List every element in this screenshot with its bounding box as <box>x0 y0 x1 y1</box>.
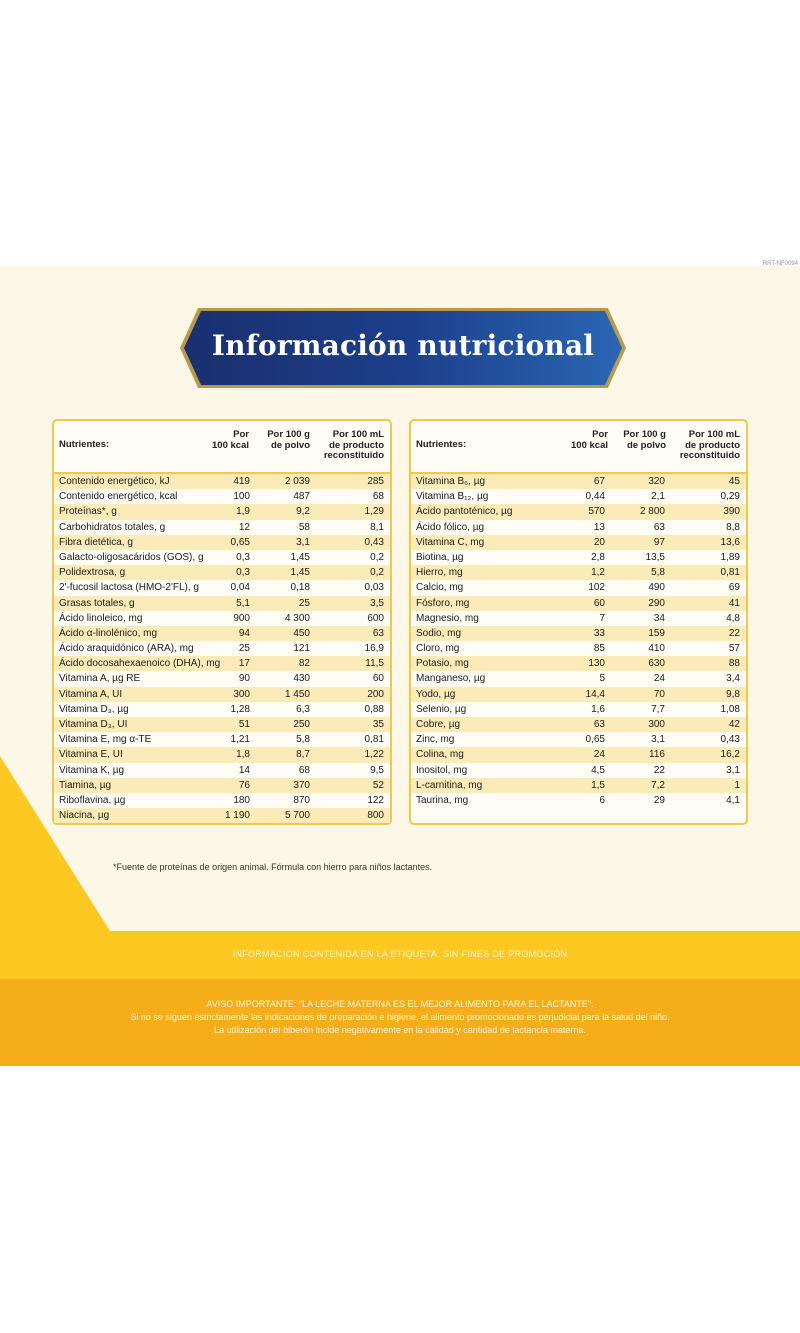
nutrient-value: 51 <box>238 719 250 730</box>
nutrient-value: 4,5 <box>591 764 605 776</box>
nutrient-name: Niacina, µg <box>59 810 110 822</box>
nutrient-value: 5,1 <box>236 597 250 609</box>
nutrient-value: 0,44 <box>585 491 605 503</box>
nutrient-value: 3,5 <box>370 597 384 609</box>
nutrient-value: 90 <box>238 673 250 685</box>
nutrient-value: 60 <box>593 597 605 609</box>
nutrient-value: 130 <box>588 658 605 670</box>
nutrient-value: 16,2 <box>720 749 740 761</box>
nutrient-value: 35 <box>372 719 384 730</box>
nutrient-value: 0,81 <box>720 567 740 579</box>
nutrient-value: 0,3 <box>236 551 250 563</box>
table-row <box>411 474 746 489</box>
nutrient-value: 0,3 <box>236 567 250 579</box>
nutrient-name: Cobre, µg <box>416 719 461 730</box>
nutrient-value: 0,43 <box>364 536 384 548</box>
nutrient-value: 122 <box>367 794 384 806</box>
nutrient-name: Biotina, µg <box>416 551 464 563</box>
header-per-100g: Por 100 g de polvo <box>267 429 310 451</box>
nutrient-value: 0,18 <box>290 582 310 594</box>
table-row <box>54 732 390 747</box>
nutrient-value: 1,08 <box>720 703 740 715</box>
table-row <box>411 580 746 595</box>
header-nutrients: Nutrientes: <box>416 439 467 450</box>
nutrient-value: 60 <box>372 673 384 685</box>
nutrient-value: 52 <box>372 779 384 791</box>
nutrient-value: 57 <box>728 643 740 655</box>
header-per-kcal: Por 100 kcal <box>212 429 249 451</box>
nutrition-table-right <box>409 419 748 825</box>
nutrient-value: 1,2 <box>591 567 605 579</box>
nutrient-value: 8,1 <box>370 521 384 533</box>
nutrient-value: 300 <box>648 719 665 730</box>
nutrient-value: 6,3 <box>296 703 310 715</box>
nutrient-value: 200 <box>367 688 384 700</box>
table-header <box>411 421 746 474</box>
nutrient-name: Ácido araquidónico (ARA), mg <box>59 643 194 655</box>
nutrient-name: L-carnitina, mg <box>416 779 483 791</box>
header-per-100ml: Por 100 mL de producto reconstituido <box>679 429 740 461</box>
table-row <box>54 702 390 717</box>
nutrient-name: Magnesio, mg <box>416 612 479 624</box>
nutrient-value: 0,2 <box>370 567 384 579</box>
nutrient-name: Ácido docosahexaenoico (DHA), mg <box>59 658 221 670</box>
table-row <box>411 656 746 671</box>
table-row <box>54 793 390 808</box>
table-row <box>411 671 746 686</box>
nutrient-value: 450 <box>293 627 310 639</box>
nutrient-value: 68 <box>298 764 310 776</box>
nutrient-value: 290 <box>648 597 665 609</box>
nutrient-value: 13,6 <box>720 536 740 548</box>
nutrient-value: 63 <box>653 521 665 533</box>
nutrient-value: 116 <box>649 749 665 761</box>
nutrient-name: Fósforo, mg <box>416 597 470 609</box>
nutrient-value: 300 <box>233 688 250 700</box>
nutrient-value: 67 <box>593 476 605 487</box>
nutrient-value: 4 300 <box>284 612 310 624</box>
nutrient-name: Contenido energético, kcal <box>59 491 178 503</box>
table-row <box>54 808 390 823</box>
nutrient-value: 180 <box>233 794 250 806</box>
nutrient-name: Contenido energético, kJ <box>59 476 170 487</box>
table-row <box>54 778 390 793</box>
nutrition-table-left <box>52 419 392 825</box>
nutrient-name: Vitamina D₃, UI <box>59 719 128 730</box>
nutrient-value: 390 <box>723 506 740 518</box>
nutrient-value: 8,7 <box>296 749 310 761</box>
nutrient-value: 487 <box>293 491 310 503</box>
nutrient-name: Yodo, µg <box>416 688 456 700</box>
nutrient-value: 2,8 <box>591 551 605 563</box>
nutrient-name: Proteínas*, g <box>59 506 117 518</box>
nutrition-panel <box>0 261 800 1066</box>
nutrient-name: Carbohidratos totales, g <box>59 521 166 533</box>
nutrient-value: 5 700 <box>284 810 310 822</box>
nutrient-value: 29 <box>653 794 665 806</box>
table-row <box>54 535 390 550</box>
promo-band <box>0 931 800 979</box>
page-title: Información nutricional <box>211 329 595 362</box>
nutrient-name: Ácido linoleico, mg <box>59 612 143 624</box>
nutrient-value: 1,8 <box>236 749 250 761</box>
promo-text: INFORMACIÓN CONTENIDA EN LA ETIQUETA. SIN FINES DE PROMOCIÓN <box>232 949 568 959</box>
nutrient-value: 82 <box>298 658 310 670</box>
nutrient-value: 41 <box>728 597 740 609</box>
table-row <box>411 535 746 550</box>
nutrient-name: Vitamina D₃, µg <box>59 703 129 715</box>
nutrient-name: Hierro, mg <box>416 567 463 579</box>
nutrient-value: 25 <box>298 597 310 609</box>
nutrient-name: Zinc, mg <box>416 734 455 746</box>
table-row <box>411 717 746 732</box>
nutrient-name: Taurina, mg <box>416 794 469 806</box>
nutrient-value: 1,45 <box>290 551 310 563</box>
nutrient-value: 2,1 <box>651 491 665 503</box>
nutrient-value: 1 450 <box>284 688 310 700</box>
nutrient-value: 0,43 <box>720 734 740 746</box>
nutrient-value: 630 <box>648 658 665 670</box>
nutrient-value: 34 <box>653 612 665 624</box>
header-per-100ml: Por 100 mL de producto reconstituido <box>323 429 384 461</box>
nutrient-value: 1,28 <box>230 703 250 715</box>
table-row <box>411 702 746 717</box>
nutrient-value: 2 800 <box>639 506 665 518</box>
nutrient-value: 7,7 <box>651 703 665 715</box>
nutrient-value: 3,1 <box>726 764 740 776</box>
table-row <box>54 626 390 641</box>
nutrient-value: 22 <box>653 764 665 776</box>
nutrient-value: 69 <box>728 582 740 594</box>
nutrient-value: 1,9 <box>236 506 250 518</box>
table-row <box>411 793 746 808</box>
table-header <box>54 421 390 474</box>
nutrient-value: 33 <box>593 627 605 639</box>
table-row <box>411 489 746 504</box>
nutrient-value: 121 <box>293 643 310 655</box>
nutrient-value: 0,65 <box>585 734 605 746</box>
nutrient-value: 45 <box>728 476 740 487</box>
nutrient-name: Fibra dietética, g <box>59 536 133 548</box>
table-row <box>54 763 390 778</box>
nutrient-value: 42 <box>728 719 740 730</box>
nutrient-value: 570 <box>588 506 605 518</box>
nutrient-value: 370 <box>293 779 310 791</box>
nutrient-value: 25 <box>238 643 250 655</box>
table-row <box>411 641 746 656</box>
nutrient-name: Ácido pantoténico, µg <box>416 506 513 518</box>
nutrient-value: 1,45 <box>290 567 310 579</box>
table-row <box>54 747 390 762</box>
table-row <box>411 763 746 778</box>
nutrient-value: 1,29 <box>364 506 384 518</box>
nutrient-value: 419 <box>233 476 250 487</box>
nutrient-value: 24 <box>653 673 665 685</box>
nutrient-value: 0,04 <box>230 582 250 594</box>
nutrient-value: 1 <box>734 779 740 791</box>
nutrient-value: 7 <box>599 612 605 624</box>
nutrient-value: 94 <box>238 627 250 639</box>
table-row <box>54 550 390 565</box>
table-row <box>54 687 390 702</box>
header-nutrients: Nutrientes: <box>59 439 110 450</box>
nutrient-value: 16,9 <box>364 643 384 655</box>
nutrient-value: 68 <box>372 491 384 503</box>
table-body <box>411 474 746 808</box>
nutrient-value: 1,5 <box>591 779 605 791</box>
table-row <box>54 520 390 535</box>
nutrient-value: 9,2 <box>296 506 310 518</box>
table-row <box>54 596 390 611</box>
nutrient-name: Grasas totales, g <box>59 597 135 609</box>
header-per-100g: Por 100 g de polvo <box>623 429 666 451</box>
nutrient-value: 870 <box>293 794 310 806</box>
nutrient-value: 13,5 <box>645 551 665 563</box>
table-row <box>411 611 746 626</box>
important-notice <box>0 979 800 1066</box>
nutrient-value: 3,1 <box>651 734 665 746</box>
nutrient-value: 1,21 <box>230 734 250 746</box>
nutrient-value: 6 <box>599 794 605 806</box>
nutrient-name: Calcio, mg <box>416 582 464 594</box>
nutrient-value: 8,8 <box>726 521 740 533</box>
nutrient-value: 3,1 <box>296 536 310 548</box>
nutrient-value: 1,6 <box>591 703 605 715</box>
table-row <box>54 504 390 519</box>
nutrient-value: 11,5 <box>365 658 384 670</box>
table-row <box>54 489 390 504</box>
nutrient-value: 4,1 <box>726 794 740 806</box>
table-row <box>54 474 390 489</box>
nutrient-value: 14 <box>238 764 250 776</box>
nutrient-value: 0,81 <box>364 734 384 746</box>
nutrient-name: Selenio, µg <box>416 703 467 715</box>
nutrient-value: 102 <box>588 582 605 594</box>
nutrient-value: 17 <box>238 658 250 670</box>
nutrient-value: 4,8 <box>726 612 740 624</box>
nutrient-name: Vitamina E, UI <box>59 749 123 761</box>
nutrient-value: 159 <box>648 627 665 639</box>
nutrient-value: 900 <box>233 612 250 624</box>
nutrient-value: 88 <box>728 658 740 670</box>
nutrient-value: 3,4 <box>726 673 740 685</box>
header-per-kcal: Por 100 kcal <box>571 429 608 451</box>
notice-line-2: Si no se siguen estrictamente las indicaciones de preparación e higiene, el alimento promocionado es perjudicial para la salud del niño. <box>130 1012 670 1022</box>
table-row <box>411 626 746 641</box>
nutrient-value: 58 <box>298 521 310 533</box>
nutrient-value: 430 <box>293 673 310 685</box>
nutrient-value: 0,2 <box>370 551 384 563</box>
table-row <box>411 520 746 535</box>
nutrient-value: 22 <box>728 627 740 639</box>
nutrient-value: 0,03 <box>364 582 384 594</box>
table-row <box>54 671 390 686</box>
table-row <box>411 687 746 702</box>
table-row <box>54 580 390 595</box>
nutrient-value: 63 <box>593 719 605 730</box>
nutrient-value: 1,89 <box>720 551 740 563</box>
nutrient-value: 0,65 <box>230 536 250 548</box>
nutrient-name: Manganeso, µg <box>416 673 486 685</box>
nutrient-name: Potasio, mg <box>416 658 469 670</box>
table-row <box>411 565 746 580</box>
label-code: RRT-NF0094 <box>762 261 798 267</box>
table-row <box>411 596 746 611</box>
nutrient-value: 100 <box>233 491 250 503</box>
nutrient-name: Vitamina C, mg <box>416 536 485 548</box>
notice-line-1: AVISO IMPORTANTE: "LA LECHE MATERNA ES EL MEJOR ALIMENTO PARA EL LACTANTE". <box>206 999 594 1009</box>
nutrient-value: 2 039 <box>284 476 310 487</box>
nutrient-name: Vitamina B₆, µg <box>416 476 486 487</box>
nutrient-value: 13 <box>593 521 605 533</box>
nutrient-value: 250 <box>293 719 310 730</box>
nutrient-name: Vitamina B₁₂, µg <box>416 491 489 503</box>
nutrient-value: 1,22 <box>364 749 384 761</box>
nutrient-value: 7,2 <box>651 779 665 791</box>
nutrient-value: 70 <box>653 688 665 700</box>
nutrient-value: 410 <box>648 643 665 655</box>
nutrient-value: 63 <box>372 627 384 639</box>
table-row <box>411 504 746 519</box>
nutrient-name: Inositol, mg <box>416 764 468 776</box>
nutrient-value: 0,29 <box>720 491 740 503</box>
nutrient-value: 76 <box>238 779 250 791</box>
table-row <box>54 641 390 656</box>
nutrient-value: 14,4 <box>585 688 605 700</box>
nutrient-value: 24 <box>593 749 605 761</box>
nutrient-value: 20 <box>593 536 605 548</box>
nutrient-value: 5,8 <box>651 567 665 579</box>
nutrient-name: Cloro, mg <box>416 643 460 655</box>
nutrient-value: 285 <box>367 476 384 487</box>
table-row <box>54 717 390 732</box>
nutrient-name: Ácido fólico, µg <box>416 521 485 533</box>
nutrient-value: 9,5 <box>370 764 384 776</box>
table-row <box>54 656 390 671</box>
nutrient-value: 1 190 <box>224 810 250 822</box>
notice-line-3: La utilización del biberón incide negativamente en la calidad y cantidad de lactancia materna. <box>214 1025 586 1035</box>
nutrient-name: Galacto-oligosacáridos (GOS), g <box>59 551 204 563</box>
table-row <box>411 747 746 762</box>
table-row <box>411 732 746 747</box>
table-row <box>411 778 746 793</box>
table-body <box>54 474 390 823</box>
nutrient-value: 800 <box>367 810 384 822</box>
nutrient-name: Vitamina K, µg <box>59 764 125 776</box>
nutrient-name: Colina, mg <box>416 749 464 761</box>
title-banner <box>178 306 628 390</box>
nutrient-value: 5 <box>599 673 605 685</box>
nutrient-name: Vitamina E, mg α-TE <box>59 734 152 746</box>
nutrient-name: Vitamina A, µg RE <box>59 673 141 685</box>
table-row <box>411 550 746 565</box>
nutrient-name: Riboflavina, µg <box>59 794 126 806</box>
table-row <box>54 611 390 626</box>
nutrient-value: 490 <box>648 582 665 594</box>
nutrient-name: 2'-fucosil lactosa (HMO-2'FL), g <box>59 582 199 594</box>
nutrient-value: 85 <box>593 643 605 655</box>
nutrient-name: Ácido α-linolénico, mg <box>59 627 158 639</box>
nutrient-name: Sodio, mg <box>416 627 462 639</box>
nutrient-name: Vitamina A, UI <box>59 688 123 700</box>
table-row <box>54 565 390 580</box>
nutrient-value: 320 <box>648 476 665 487</box>
nutrient-value: 9,8 <box>726 688 740 700</box>
nutrient-name: Polidextrosa, g <box>59 567 126 579</box>
nutrient-value: 600 <box>367 612 384 624</box>
nutrient-value: 0,88 <box>364 703 384 715</box>
footnote: *Fuente de proteínas de origen animal. Fórmula con hierro para niños lactantes. <box>113 862 433 872</box>
nutrient-value: 97 <box>653 536 665 548</box>
nutrient-name: Tiamina, µg <box>59 779 112 791</box>
nutrient-value: 5,8 <box>296 734 310 746</box>
nutrient-value: 12 <box>238 521 250 533</box>
